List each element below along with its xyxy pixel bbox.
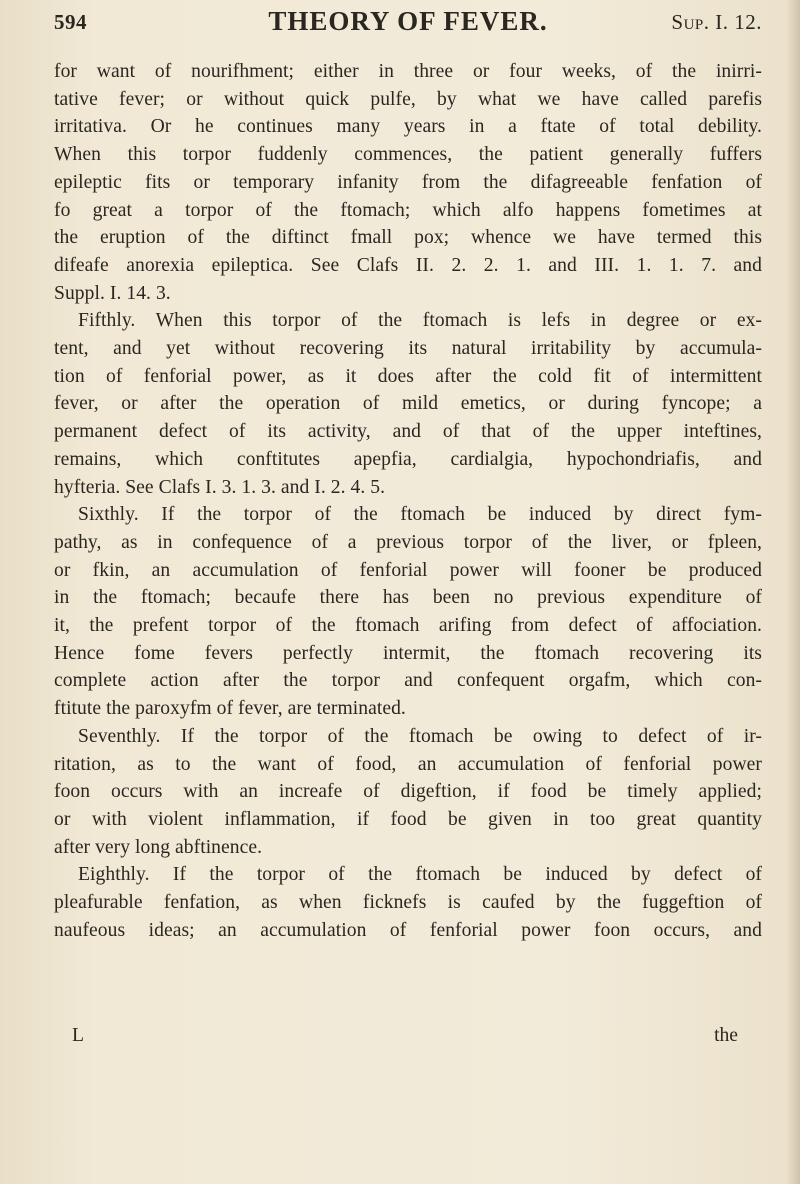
page-number: 594 bbox=[54, 10, 87, 34]
text-line: or fkin, an accumulation of fenforial power will fooner be produced bbox=[54, 559, 762, 581]
paragraph-first-line: Seventhly. If the torpor of the ftomach be owing to defect of ir- bbox=[78, 725, 762, 747]
paragraph-first-line: Sixthly. If the torpor of the ftomach be induced by direct fym- bbox=[78, 504, 762, 526]
text-line: naufeous ideas; an accumulation of fenforial power foon occurs, and bbox=[54, 919, 762, 941]
text-line: after very long abftinence. bbox=[54, 836, 263, 858]
text-line: complete action after the torpor and confequent orgafm, which con- bbox=[54, 670, 762, 692]
text-line: fo great a torpor of the ftomach; which alfo happens fometimes at bbox=[54, 199, 762, 221]
text-line: pathy, as in confequence of a previous torpor of the liver, or fpleen, bbox=[54, 531, 762, 553]
page-edge-shadow bbox=[786, 0, 800, 1184]
text-line: remains, which conftitutes apepfia, cardialgia, hypochondriafis, and bbox=[54, 448, 762, 470]
catchword: the bbox=[714, 1025, 738, 1046]
signature-mark: L bbox=[72, 1025, 84, 1046]
text-line: tative fever; or without quick pulfe, by what we have called parefis bbox=[54, 88, 762, 110]
paragraph-first-line: Fifthly. When this torpor of the ftomach is lefs in degree or ex- bbox=[78, 310, 762, 332]
text-line: the eruption of the diftinct fmall pox; whence we have termed this bbox=[54, 227, 762, 249]
running-title: THEORY OF FEVER. bbox=[268, 6, 548, 36]
text-line: tent, and yet without recovering its natural irritability by accumula- bbox=[54, 338, 762, 360]
text-line: When this torpor fuddenly commences, the patient generally fuffers bbox=[54, 144, 762, 166]
running-head bbox=[54, 6, 762, 46]
text-line: difeafe anorexia epileptica. See Clafs II. 2. 2. 1. and III. 1. 1. 7. and bbox=[54, 254, 762, 276]
text-line: hyfteria. See Clafs I. 3. 1. 3. and I. 2. 4. 5. bbox=[54, 476, 386, 498]
text-line: ritation, as to the want of food, an accumulation of fenforial power bbox=[54, 753, 762, 775]
text-line: ftitute the paroxyfm of fever, are terminated. bbox=[54, 698, 406, 720]
text-line: or with violent inflammation, if food be given in too great quantity bbox=[54, 808, 762, 830]
section-reference: Sup. I. 12. bbox=[671, 10, 762, 34]
text-line: epileptic fits or temporary infanity from the difagreeable fenfation of bbox=[54, 171, 762, 193]
page-footer bbox=[54, 1025, 762, 1053]
text-line: Suppl. I. 14. 3. bbox=[54, 282, 171, 304]
text-line: permanent defect of its activity, and of that of the upper inteftines, bbox=[54, 421, 762, 443]
paragraph-first-line: Eighthly. If the torpor of the ftomach be induced by defect of bbox=[78, 864, 762, 886]
body-text bbox=[54, 58, 762, 945]
text-line: it, the prefent torpor of the ftomach arifing from defect of affociation. bbox=[54, 615, 762, 637]
text-line: irritativa. Or he continues many years in a ftate of total debility. bbox=[54, 116, 762, 138]
text-line: fever, or after the operation of mild emetics, or during fyncope; a bbox=[54, 393, 762, 415]
text-line: Hence fome fevers perfectly intermit, the ftomach recovering its bbox=[54, 642, 762, 664]
text-line: foon occurs with an increafe of digeftion, if food be timely applied; bbox=[54, 781, 762, 803]
text-line: in the ftomach; becaufe there has been no previous expenditure of bbox=[54, 587, 762, 609]
text-line: for want of nourifhment; either in three or four weeks, of the inirri- bbox=[54, 61, 762, 82]
text-line: tion of fenforial power, as it does after the cold fit of intermittent bbox=[54, 365, 762, 387]
text-line: pleafurable fenfation, as when ficknefs is caufed by the fuggeftion of bbox=[54, 892, 762, 914]
